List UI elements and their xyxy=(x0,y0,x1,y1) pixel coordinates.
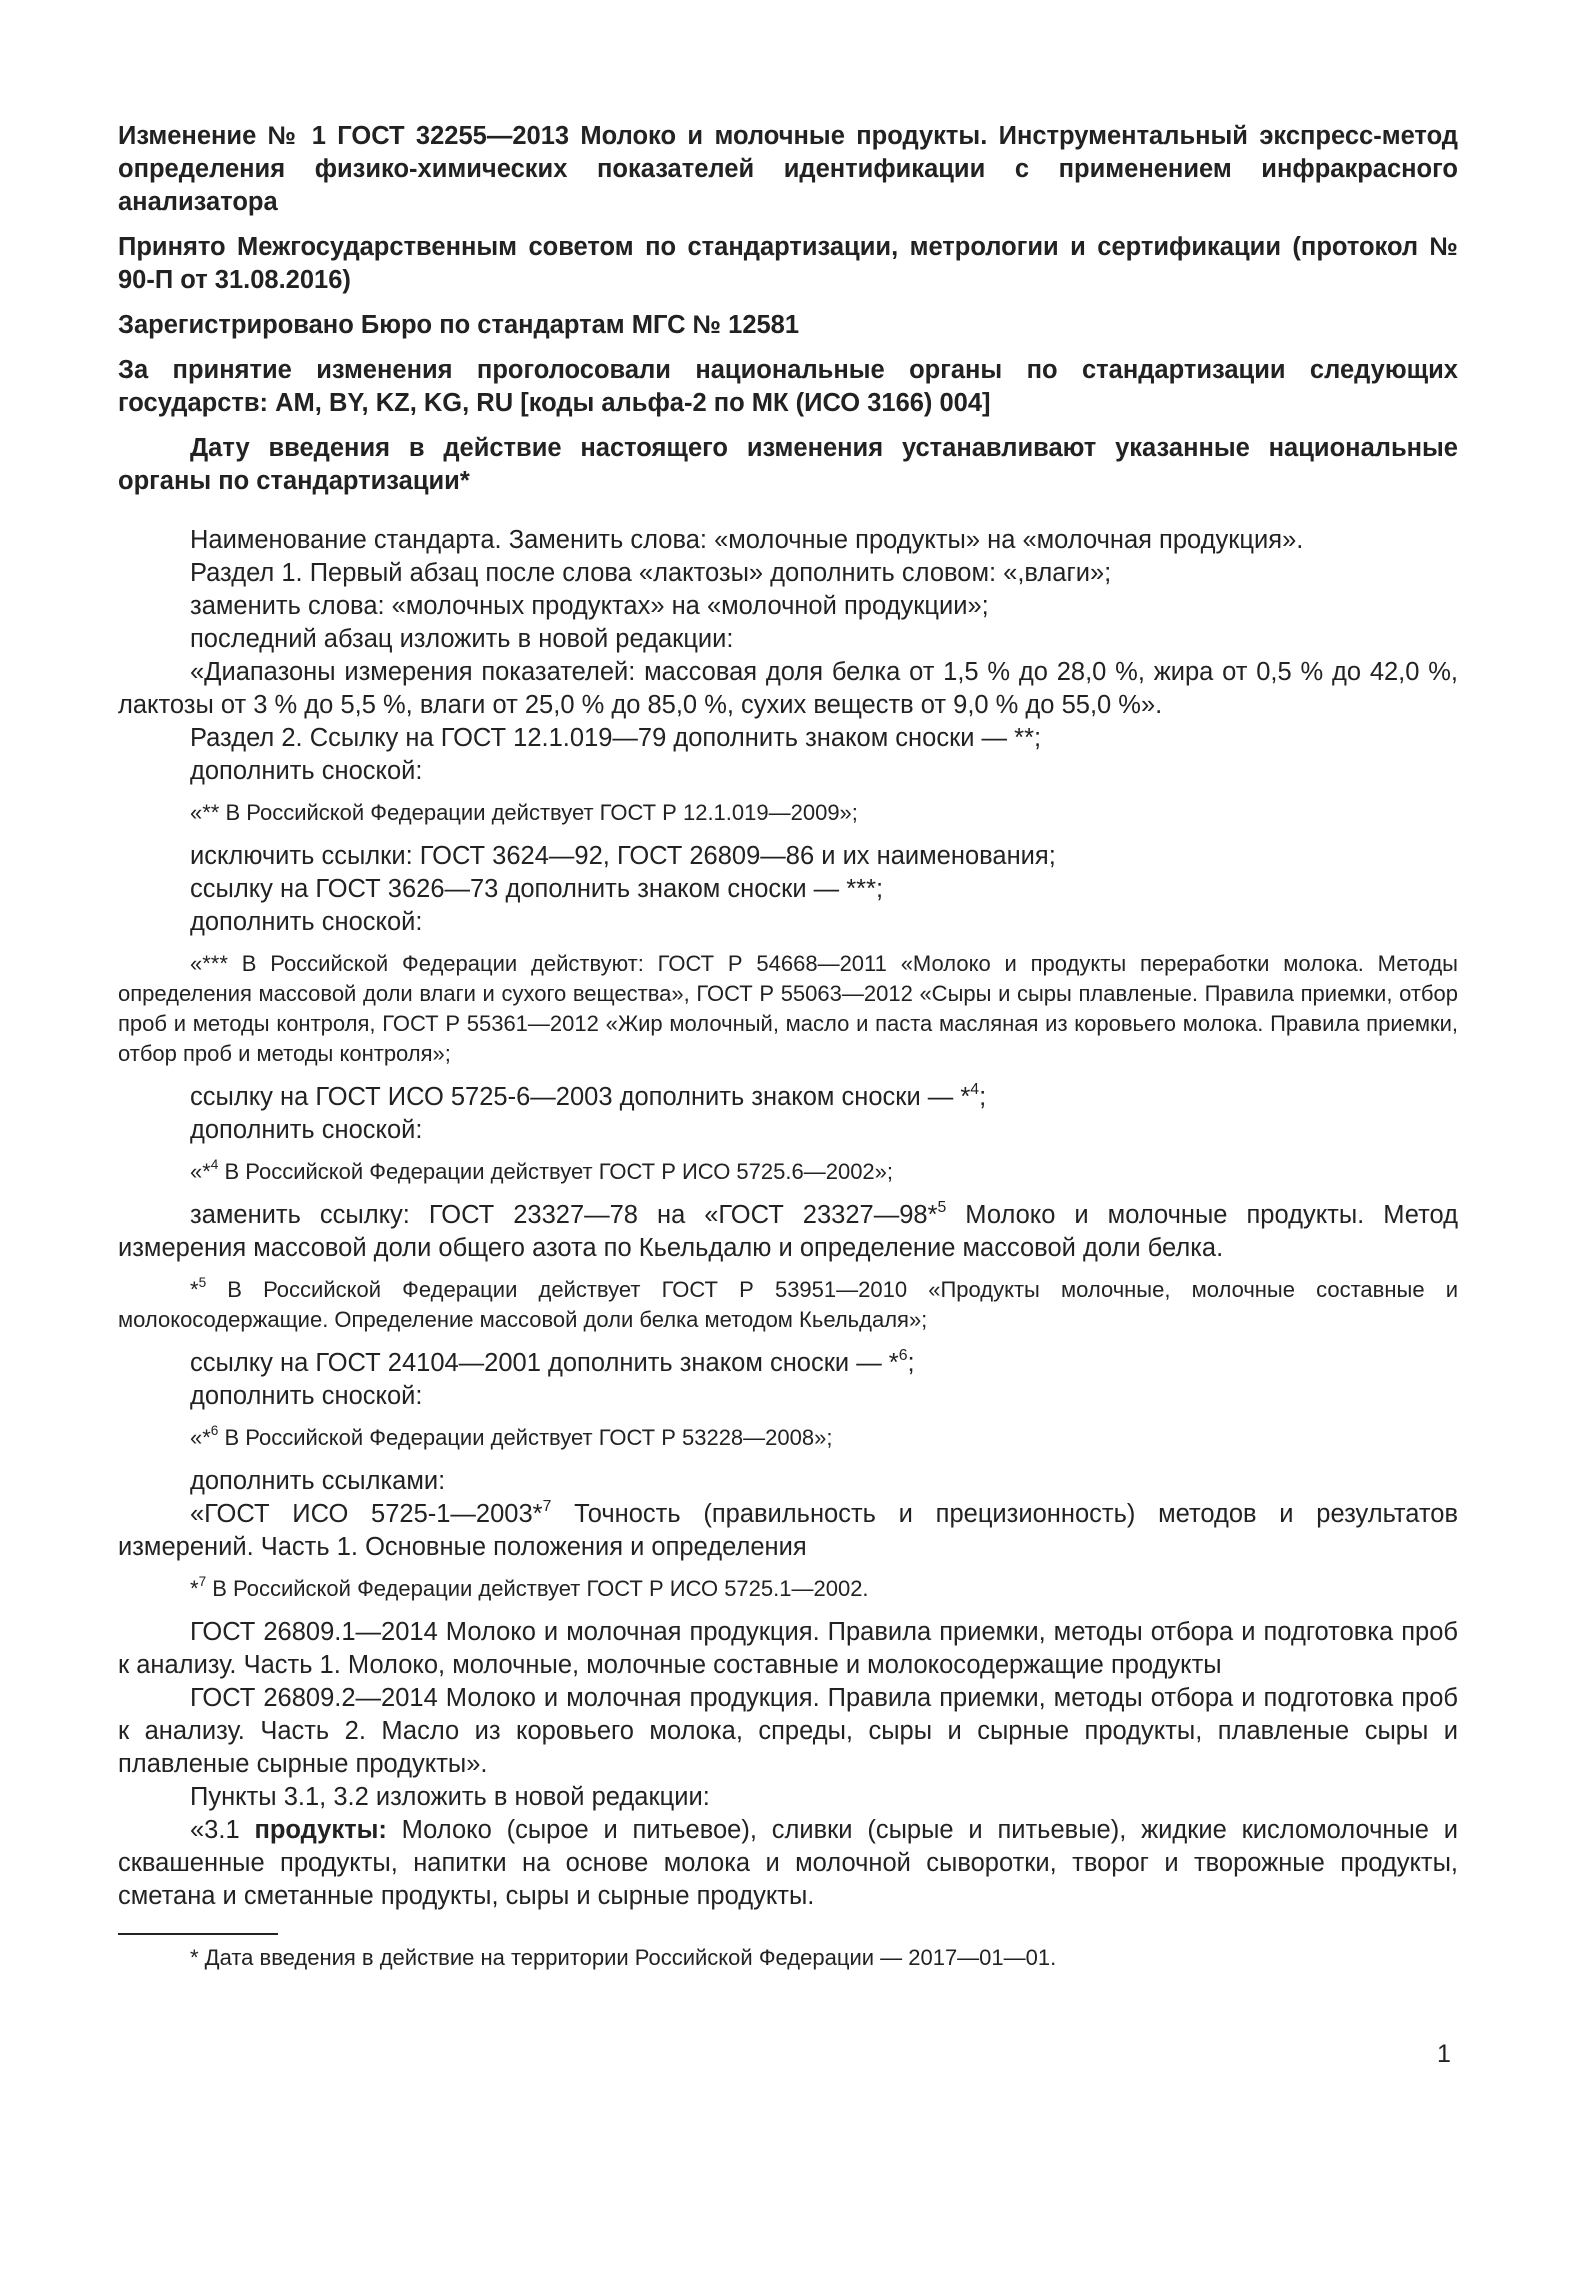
text: ; xyxy=(979,1083,987,1111)
footnote-divider xyxy=(118,1933,278,1935)
body-paragraph: Пункты 3.1, 3.2 изложить в новой редакции: xyxy=(190,1783,710,1811)
inserted-footnote xyxy=(118,1157,1458,1187)
inserted-footnote xyxy=(118,1574,1458,1604)
body-paragraph xyxy=(118,1814,1458,1913)
voting-statement: За принятие изменения проголосовали национальные органы по стандартизации следующих государств: AM, BY, KZ, KG, RU [коды альфа-2 по МК (ИСО 3166) 004] xyxy=(118,356,1458,417)
document-page xyxy=(118,120,1458,1973)
text: ссылку на ГОСТ ИСО 5725-6—2003 дополнить знаком сноски — * xyxy=(190,1083,971,1111)
text: «* xyxy=(190,1425,211,1450)
body-paragraph: «Диапазоны измерения показателей: массовая доля белка от 1,5 % до 28,0 %, жира от 0,5 % до 42,0 %, лактозы от 3 % до 5,5 %, влаги от 25,0 % до 85,0 %, сухих веществ от 9,0 % до 55,0 %». xyxy=(118,658,1458,719)
footnote-mark: 6 xyxy=(898,1346,908,1364)
text: «* xyxy=(190,1159,211,1184)
body-paragraph: ГОСТ 26809.1—2014 Молоко и молочная продукция. Правила приемки, методы отбора и подготовка проб к анализу. Часть 1. Молоко, молочные, молочные составные и молокосодержащие продукты xyxy=(118,1618,1458,1679)
body-paragraph: Раздел 1. Первый абзац после слова «лактозы» дополнить словом: «,влаги»; xyxy=(190,559,1112,587)
footnote-mark: 6 xyxy=(210,1423,219,1439)
amendment-title: Изменение № 1 ГОСТ 32255—2013 Молоко и молочные продукты. Инструментальный экспресс-метод определения физико-химических показателей идентификации с применением инфракрасного анализатора xyxy=(118,122,1458,216)
body-paragraph xyxy=(118,1199,1458,1265)
text: Точность (правильность и прецизионность) методов и результатов измерений. Часть 1. Основные положения и определения xyxy=(118,1500,1458,1561)
page-footnote: * Дата введения в действие на территории Российской Федерации — 2017—01—01. xyxy=(190,1945,1057,1970)
text: «ГОСТ ИСО 5725-1—2003* xyxy=(190,1500,543,1528)
body-paragraph: исключить ссылки: ГОСТ 3624—92, ГОСТ 26809—86 и их наименования; xyxy=(190,842,1056,870)
text: Молоко и молочные продукты. Метод измерения массовой доли общего азота по Кьельдалю и определение массовой доли белка. xyxy=(118,1201,1459,1262)
body-paragraph: Наименование стандарта. Заменить слова: «молочные продукты» на «молочная продукция». xyxy=(190,526,1304,554)
text: В Российской Федерации действует ГОСТ Р 53228—2008»; xyxy=(218,1425,833,1450)
text: В Российской Федерации действует ГОСТ Р ИСО 5725.6—2002»; xyxy=(218,1159,894,1184)
inserted-footnote: «** В Российской Федерации действует ГОСТ Р 12.1.019—2009»; xyxy=(190,800,858,825)
text: ссылку на ГОСТ 24104—2001 дополнить знаком сноски — * xyxy=(190,1349,899,1377)
text: * xyxy=(190,1576,199,1601)
body-paragraph: ссылку на ГОСТ 3626—73 дополнить знаком сноски — ***; xyxy=(190,875,884,903)
page-number: 1 xyxy=(1437,2040,1451,2068)
body-paragraph: дополнить сноской: xyxy=(190,1116,423,1144)
body-paragraph: Раздел 2. Ссылку на ГОСТ 12.1.019—79 дополнить знаком сноски — **; xyxy=(190,724,1042,752)
body-paragraph xyxy=(118,1081,1458,1114)
text: «3.1 xyxy=(190,1816,255,1844)
text: * xyxy=(190,1277,199,1302)
footnote-mark: 4 xyxy=(970,1080,980,1098)
text: В Российской Федерации действует ГОСТ Р 53951—2010 «Продукты молочные, молочные составные и молокосодержащие. Определение массовой доли белка методом Кьельдаля»; xyxy=(118,1277,1458,1332)
body-paragraph xyxy=(118,1498,1458,1564)
body-paragraph: дополнить сноской: xyxy=(190,908,423,936)
body-paragraph: дополнить ссылками: xyxy=(190,1467,446,1495)
inserted-footnote xyxy=(118,1275,1458,1335)
footnote-mark: 7 xyxy=(542,1497,552,1515)
footnote-mark: 7 xyxy=(198,1574,207,1590)
adopted-statement: Принято Межгосударственным советом по стандартизации, метрологии и сертификации (протокол № 90-П от 31.08.2016) xyxy=(118,233,1458,294)
body-paragraph: заменить слова: «молочных продуктах» на «молочной продукции»; xyxy=(190,592,989,620)
inserted-footnote xyxy=(118,1423,1458,1453)
footnote-mark: 5 xyxy=(937,1198,947,1216)
body-paragraph: дополнить сноской: xyxy=(190,757,423,785)
body-paragraph xyxy=(118,1347,1458,1380)
term-heading: продукты: xyxy=(254,1816,387,1844)
text: ; xyxy=(907,1349,915,1377)
body-paragraph: дополнить сноской: xyxy=(190,1382,423,1410)
text: Молоко (сырое и питьевое), сливки (сырые и питьевые), жидкие кисломолочные и сквашенные продукты, напитки на основе молока и молочной сыворотки, творог и творожные продукты, сметана и сметанные продукты, сыры и сырные продукты. xyxy=(118,1816,1459,1910)
body-paragraph: ГОСТ 26809.2—2014 Молоко и молочная продукция. Правила приемки, методы отбора и подготовка проб к анализу. Часть 2. Масло из коровьего молока, спреды, сыры и сырные продукты, плавленые сыры и плавленые сырные продукты». xyxy=(118,1684,1458,1778)
inserted-footnote: «*** В Российской Федерации действуют: ГОСТ Р 54668—2011 «Молоко и продукты переработки молока. Методы определения массовой доли влаги и сухого вещества», ГОСТ Р 55063—2012 «Сыры и сыры плавленые. Правила приемки, отбор проб и методы контроля, ГОСТ Р 55361—2012 «Жир молочный, масло и паста масляная из коровьего молока. Правила приемки, отбор проб и методы контроля»; xyxy=(118,951,1458,1066)
effective-date-statement: Дату введения в действие настоящего изменения устанавливают указанные национальные органы по стандартизации* xyxy=(118,434,1458,495)
text: В Российской Федерации действует ГОСТ Р ИСО 5725.1—2002. xyxy=(206,1576,869,1601)
body-paragraph: последний абзац изложить в новой редакции: xyxy=(190,625,734,653)
footnote-mark: 5 xyxy=(198,1275,207,1291)
registration-statement: Зарегистрировано Бюро по стандартам МГС № 12581 xyxy=(118,311,800,339)
text: заменить ссылку: ГОСТ 23327—78 на «ГОСТ 23327—98* xyxy=(190,1201,938,1229)
footnote-mark: 4 xyxy=(210,1157,219,1173)
